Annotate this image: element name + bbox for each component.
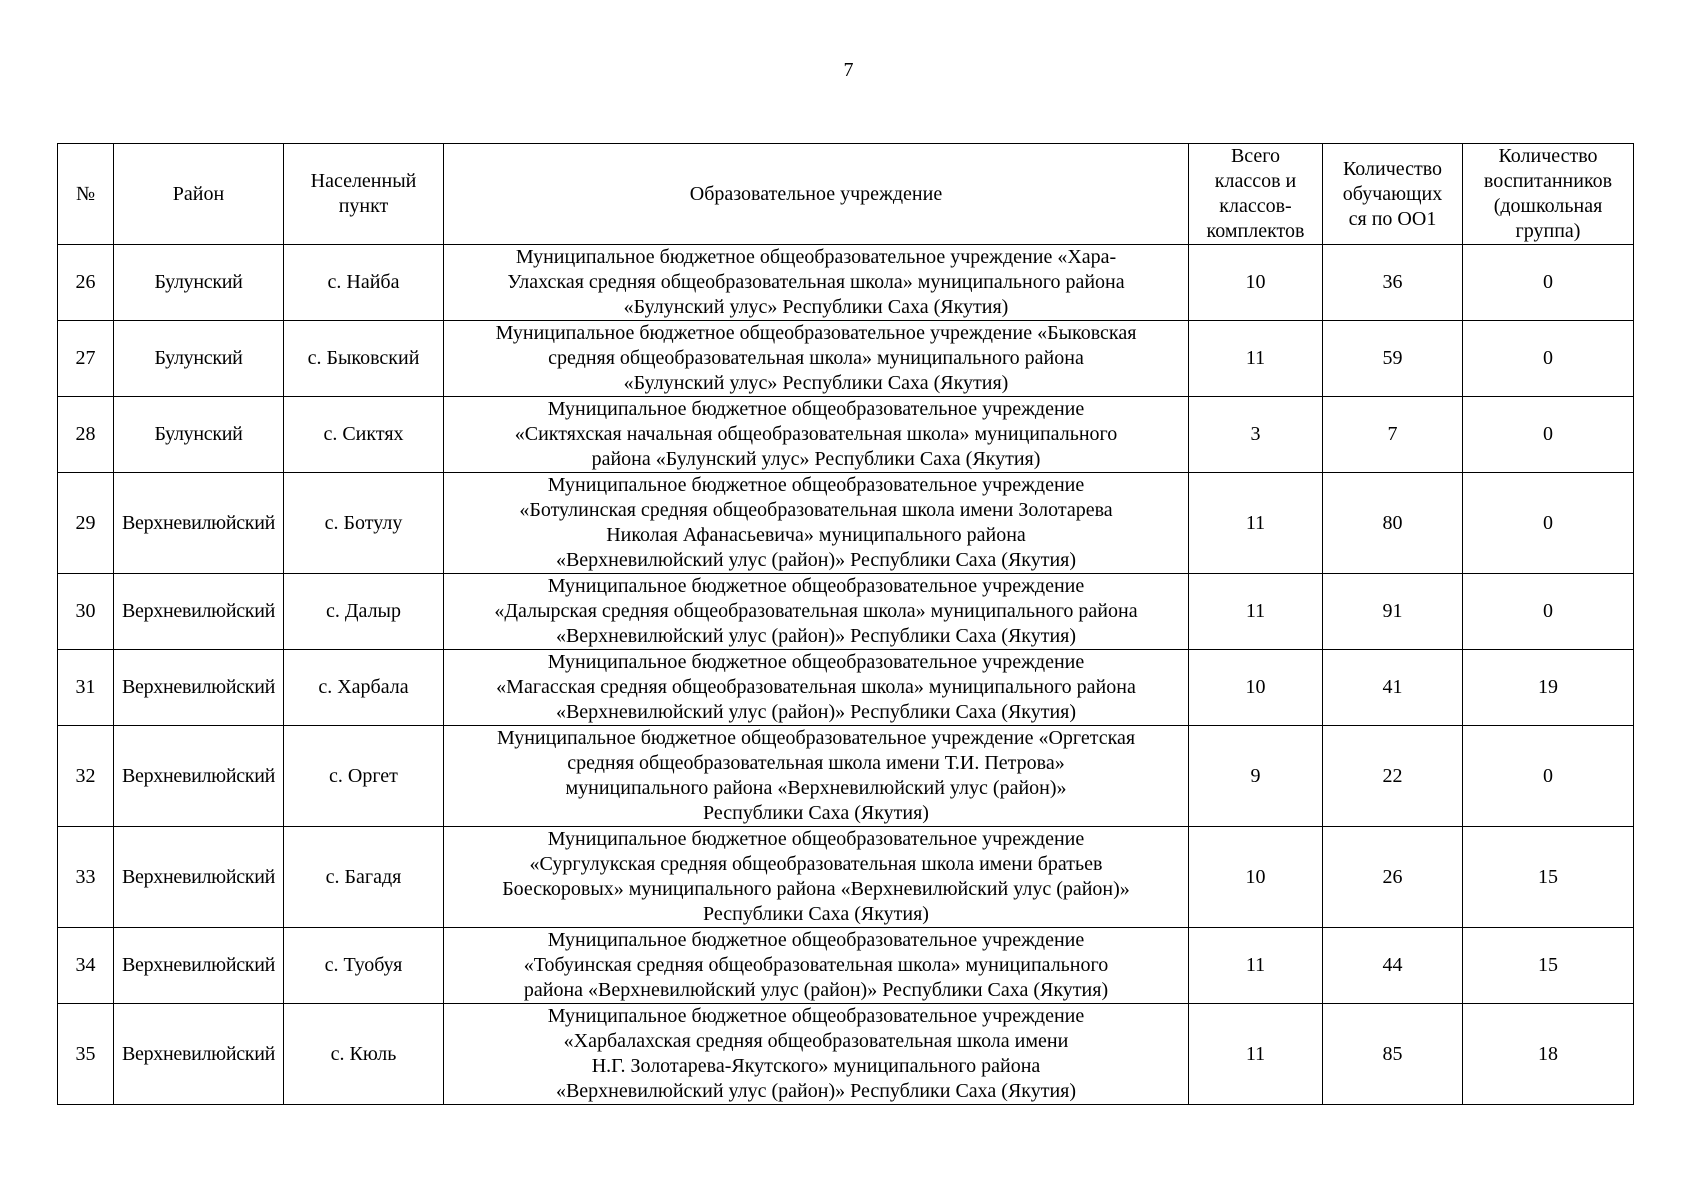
locality-cell: с. Быковский [284,321,444,397]
students-cell: 91 [1323,574,1463,650]
district-cell: Верхневилюйский [114,928,284,1004]
header-line: Населенный [310,170,417,192]
students-cell: 85 [1323,1004,1463,1105]
row-number: 34 [58,928,114,1004]
organization-line: Муниципальное бюджетное общеобразовательное учреждение [547,575,1085,597]
preschool-cell: 15 [1463,928,1634,1004]
locality-cell: с. Сиктях [284,397,444,473]
header-line: Количество [1498,145,1598,167]
row-number: 29 [58,473,114,574]
organization-line: Улахская средняя общеобразовательная школа» муниципального района [507,271,1125,293]
header-line: Район [172,182,225,205]
organization-line: «Верхневилюйский улус (район)» Республики Саха (Якутия) [555,549,1077,571]
organization-line: Муниципальное бюджетное общеобразовательное учреждение [547,474,1085,496]
table-row [58,473,1634,574]
organization-cell [444,321,1189,397]
students-cell: 22 [1323,726,1463,827]
row-number: 31 [58,650,114,726]
header-line: ся по ОО1 [1348,207,1437,230]
organization-line: Муниципальное бюджетное общеобразовательное учреждение «Хара- [515,246,1117,268]
organization-line: «Верхневилюйский улус (район)» Республики Саха (Якутия) [555,625,1077,647]
organization-line: «Далырская средняя общеобразовательная школа» муниципального района [494,600,1138,622]
row-number: 35 [58,1004,114,1105]
students-cell: 26 [1323,827,1463,928]
preschool-cell: 0 [1463,245,1634,321]
classes-cell: 10 [1189,245,1323,321]
classes-cell: 11 [1189,473,1323,574]
organization-line: Республики Саха (Якутия) [703,802,929,824]
organization-cell [444,650,1189,726]
table-row [58,928,1634,1004]
classes-cell: 11 [1189,574,1323,650]
table-header-row [58,144,1634,245]
preschool-cell: 0 [1463,321,1634,397]
organization-cell [444,726,1189,827]
table-row [58,1004,1634,1105]
header-organization [444,144,1189,245]
header-line: группа) [1515,220,1581,242]
row-number: 28 [58,397,114,473]
locality-cell: с. Найба [284,245,444,321]
classes-cell: 11 [1189,321,1323,397]
preschool-cell: 18 [1463,1004,1634,1105]
classes-cell: 3 [1189,397,1323,473]
district-cell: Верхневилюйский [114,650,284,726]
preschool-cell: 15 [1463,827,1634,928]
district-cell: Верхневилюйский [114,827,284,928]
organization-cell [444,397,1189,473]
preschool-cell: 0 [1463,574,1634,650]
preschool-cell: 0 [1463,726,1634,827]
header-line: классов и [1214,170,1297,192]
organization-line: «Сиктяхская начальная общеобразовательная школа» муниципального [514,423,1118,445]
header-number [58,144,114,245]
locality-cell: с. Оргет [284,726,444,827]
organization-line: «Булунский улус» Республики Саха (Якутия) [623,372,1009,394]
organization-line: «Верхневилюйский улус (район)» Республики Саха (Якутия) [555,1080,1077,1102]
district-cell: Булунский [114,397,284,473]
header-line: классов- [1219,195,1292,217]
organization-line: средняя общеобразовательная школа имени Т.И. Петрова» [567,752,1065,774]
header-locality [284,144,444,245]
organization-line: средняя общеобразовательная школа» муниципального района [548,347,1084,369]
organization-line: «Магасская средняя общеобразовательная школа» муниципального района [496,676,1136,698]
students-cell: 41 [1323,650,1463,726]
locality-cell: с. Кюль [284,1004,444,1105]
preschool-cell: 0 [1463,473,1634,574]
header-line: пункт [338,195,389,217]
table-row [58,574,1634,650]
classes-cell: 10 [1189,827,1323,928]
table-row [58,827,1634,928]
preschool-cell: 19 [1463,650,1634,726]
schools-table [57,143,1634,1105]
locality-cell: с. Багадя [284,827,444,928]
organization-cell [444,928,1189,1004]
header-students [1323,144,1463,245]
row-number: 32 [58,726,114,827]
organization-line: «Харбалахская средняя общеобразовательная школа имени [563,1030,1069,1052]
organization-line: муниципального района «Верхневилюйский улус (район)» [565,777,1067,799]
students-cell: 80 [1323,473,1463,574]
district-cell: Верхневилюйский [114,726,284,827]
table-row [58,650,1634,726]
header-line: воспитанников [1483,170,1613,192]
students-cell: 7 [1323,397,1463,473]
classes-cell: 11 [1189,1004,1323,1105]
district-cell: Верхневилюйский [114,473,284,574]
header-line: обучающих [1342,182,1443,205]
organization-cell [444,245,1189,321]
row-number: 27 [58,321,114,397]
row-number: 26 [58,245,114,321]
organization-line: Муниципальное бюджетное общеобразовательное учреждение «Оргетская [496,727,1136,749]
district-cell: Верхневилюйский [114,1004,284,1105]
organization-line: Муниципальное бюджетное общеобразовательное учреждение [547,1005,1085,1027]
organization-line: Н.Г. Золотарева-Якутского» муниципального района [591,1055,1041,1077]
header-line: (дошкольная [1493,195,1603,217]
organization-line: «Сургулукская средняя общеобразовательная школа имени братьев [529,853,1103,875]
organization-line: «Ботулинская средняя общеобразовательная школа имени Золотарева [519,499,1113,521]
organization-line: «Верхневилюйский улус (район)» Республики Саха (Якутия) [555,701,1077,723]
row-number: 30 [58,574,114,650]
row-number: 33 [58,827,114,928]
header-preschool [1463,144,1634,245]
table-row [58,397,1634,473]
page-number: 7 [843,59,854,81]
students-cell: 44 [1323,928,1463,1004]
locality-cell: с. Далыр [284,574,444,650]
district-cell: Булунский [114,321,284,397]
organization-cell [444,574,1189,650]
organization-line: Муниципальное бюджетное общеобразовательное учреждение [547,398,1085,420]
locality-cell: с. Ботулу [284,473,444,574]
organization-line: Республики Саха (Якутия) [703,903,929,925]
district-cell: Верхневилюйский [114,574,284,650]
organization-line: Муниципальное бюджетное общеобразовательное учреждение «Быковская [495,322,1137,344]
organization-line: Муниципальное бюджетное общеобразовательное учреждение [547,651,1085,673]
locality-cell: с. Харбала [284,650,444,726]
table-body [58,245,1634,1105]
organization-cell [444,1004,1189,1105]
organization-line: «Булунский улус» Республики Саха (Якутия) [623,296,1009,318]
table-row [58,726,1634,827]
header-line: комплектов [1206,220,1305,242]
classes-cell: 9 [1189,726,1323,827]
organization-line: района «Булунский улус» Республики Саха (Якутия) [591,448,1041,470]
students-cell: 59 [1323,321,1463,397]
header-line: Образовательное учреждение [689,182,943,205]
organization-line: Муниципальное бюджетное общеобразовательное учреждение [547,929,1085,951]
header-line: Всего [1230,145,1281,167]
classes-cell: 11 [1189,928,1323,1004]
organization-line: Боескоровых» муниципального района «Верхневилюйский улус (район)» [502,878,1130,900]
students-cell: 36 [1323,245,1463,321]
table-row [58,321,1634,397]
organization-cell [444,827,1189,928]
organization-line: «Тобуинская средняя общеобразовательная школа» муниципального [523,954,1109,976]
table-row [58,245,1634,321]
organization-line: Николая Афанасьевича» муниципального района [606,524,1026,546]
organization-line: района «Верхневилюйский улус (район)» Республики Саха (Якутия) [523,979,1109,1001]
district-cell: Булунский [114,245,284,321]
header-classes [1189,144,1323,245]
locality-cell: с. Туобуя [284,928,444,1004]
organization-line: Муниципальное бюджетное общеобразовательное учреждение [547,828,1085,850]
organization-cell [444,473,1189,574]
preschool-cell: 0 [1463,397,1634,473]
header-line: Количество [1342,157,1443,180]
header-district [114,144,284,245]
classes-cell: 10 [1189,650,1323,726]
header-line: № [75,182,96,205]
